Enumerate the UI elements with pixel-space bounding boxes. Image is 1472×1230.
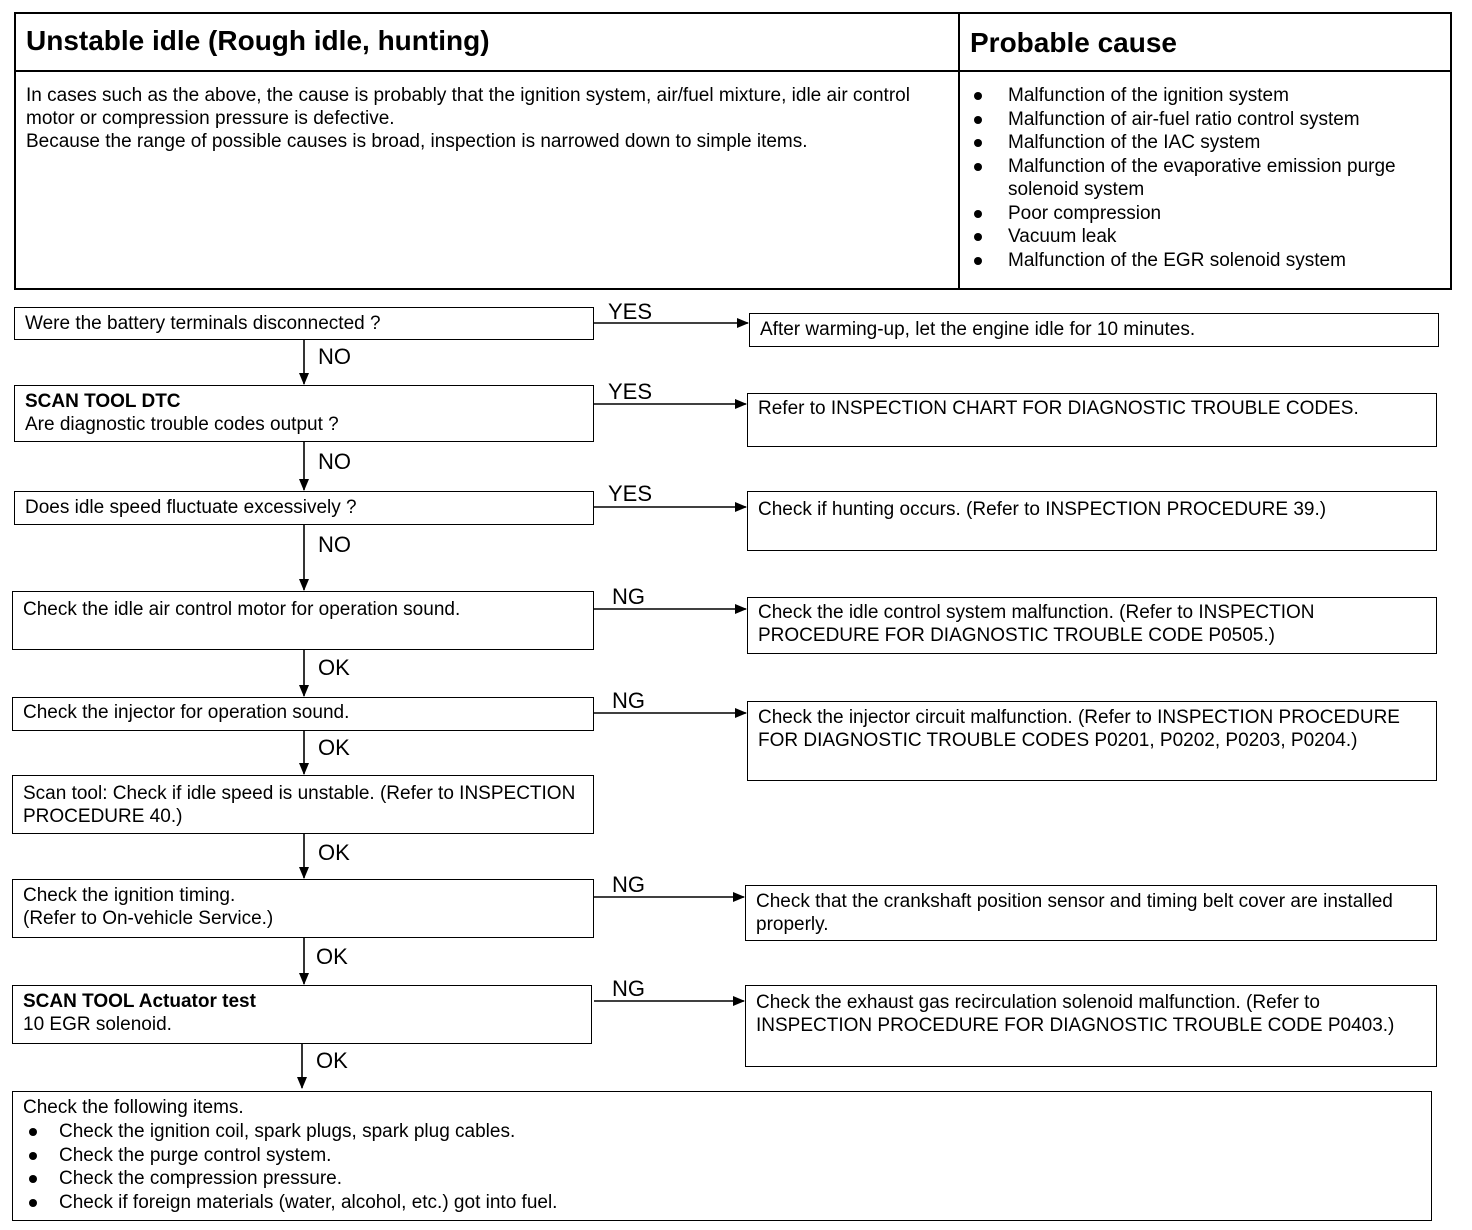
yes-label: YES: [608, 299, 653, 324]
cause-item: Malfunction of the EGR solenoid system: [968, 249, 1442, 273]
final-item: Check the purge control system.: [23, 1144, 1421, 1168]
result-egr-solenoid: [745, 985, 1437, 1067]
description-paragraph: Because the range of possible causes is broad, inspection is narrowed down to simple items.: [26, 131, 808, 152]
step-text: Scan tool: Check if idle speed is unstable. (Refer to INSPECTION PROCEDURE 40.): [23, 783, 576, 827]
step-text: Were the battery terminals disconnected ?: [25, 313, 381, 334]
result-injector-circuit: [747, 701, 1437, 781]
ok-label: OK: [318, 735, 350, 760]
no-label: NO: [318, 449, 351, 474]
cause-item: Malfunction of air-fuel ratio control system: [968, 108, 1442, 132]
final-check-items: [12, 1091, 1432, 1221]
step-ignition-timing: [12, 879, 594, 938]
ok-label: OK: [318, 840, 350, 865]
step-idle-fluctuate: [14, 491, 594, 525]
ng-label: NG: [612, 872, 645, 897]
step-text: (Refer to On-vehicle Service.): [23, 908, 274, 929]
cause-item: Malfunction of the evaporative emission purge solenoid system: [968, 155, 1442, 202]
cause-item: Malfunction of the IAC system: [968, 131, 1442, 155]
step-title: SCAN TOOL Actuator test: [23, 991, 256, 1012]
final-item: Check the ignition coil, spark plugs, spark plug cables.: [23, 1120, 1421, 1144]
step-text: Check the ignition timing.: [23, 885, 236, 906]
ng-label: NG: [612, 688, 645, 713]
step-text: Does idle speed fluctuate excessively ?: [25, 497, 357, 518]
result-crankshaft-sensor: [745, 885, 1437, 941]
cause-title: Probable cause: [970, 27, 1177, 58]
step-scan-idle-unstable: [12, 775, 594, 834]
step-injector-sound: [12, 697, 594, 731]
result-text: Check the exhaust gas recirculation solenoid malfunction. (Refer to INSPECTION PROCEDURE FOR DIAGNOSTIC TROUBLE CODE P0403.): [756, 992, 1395, 1036]
result-text: Check the idle control system malfunction. (Refer to INSPECTION PROCEDURE FOR DIAGNOSTIC TROUBLE CODE P0505.): [758, 602, 1315, 646]
result-dtc-chart: [747, 393, 1437, 447]
cause-item: Malfunction of the ignition system: [968, 84, 1442, 108]
description-paragraph: In cases such as the above, the cause is probably that the ignition system, air/fuel mixture, idle air control motor or compression pressure is defective.: [26, 85, 910, 129]
ng-label: NG: [612, 976, 645, 1001]
step-text: 10 EGR solenoid.: [23, 1014, 172, 1035]
step-text: Are diagnostic trouble codes output ?: [25, 414, 339, 435]
cause-item: Poor compression: [968, 202, 1442, 226]
cause-item: Vacuum leak: [968, 225, 1442, 249]
final-intro: Check the following items.: [23, 1097, 244, 1118]
page-title: Unstable idle (Rough idle, hunting): [26, 25, 490, 56]
result-text: Refer to INSPECTION CHART FOR DIAGNOSTIC TROUBLE CODES.: [758, 398, 1359, 419]
result-warm-up-idle: [749, 313, 1439, 347]
result-text: Check the injector circuit malfunction. (Refer to INSPECTION PROCEDURE FOR DIAGNOSTIC TROUBLE CODES P0201, P0202, P0203, P0204.): [758, 707, 1400, 751]
yes-label: YES: [608, 481, 653, 506]
step-battery-terminals: [14, 307, 594, 340]
step-text: Check the idle air control motor for operation sound.: [23, 599, 461, 620]
step-scan-tool-dtc: [14, 385, 594, 442]
result-text: Check if hunting occurs. (Refer to INSPECTION PROCEDURE 39.): [758, 499, 1327, 520]
no-label: NO: [318, 532, 351, 557]
ok-label: OK: [316, 944, 348, 969]
result-hunting: [747, 491, 1437, 551]
step-text: Check the injector for operation sound.: [23, 702, 350, 723]
step-actuator-test: [12, 985, 592, 1044]
result-idle-control: [747, 597, 1437, 654]
step-iac-motor-sound: [12, 591, 594, 650]
final-item: Check if foreign materials (water, alcohol, etc.) got into fuel.: [23, 1191, 1421, 1215]
result-text: Check that the crankshaft position sensor and timing belt cover are installed properly.: [756, 891, 1393, 935]
no-label: NO: [318, 344, 351, 369]
final-item-list: [23, 1120, 1421, 1214]
ok-label: OK: [316, 1048, 348, 1073]
ng-label: NG: [612, 584, 645, 609]
final-item: Check the compression pressure.: [23, 1167, 1421, 1191]
yes-label: YES: [608, 379, 653, 404]
ok-label: OK: [318, 655, 350, 680]
step-title: SCAN TOOL DTC: [25, 391, 181, 412]
result-text: After warming-up, let the engine idle for 10 minutes.: [760, 319, 1196, 340]
